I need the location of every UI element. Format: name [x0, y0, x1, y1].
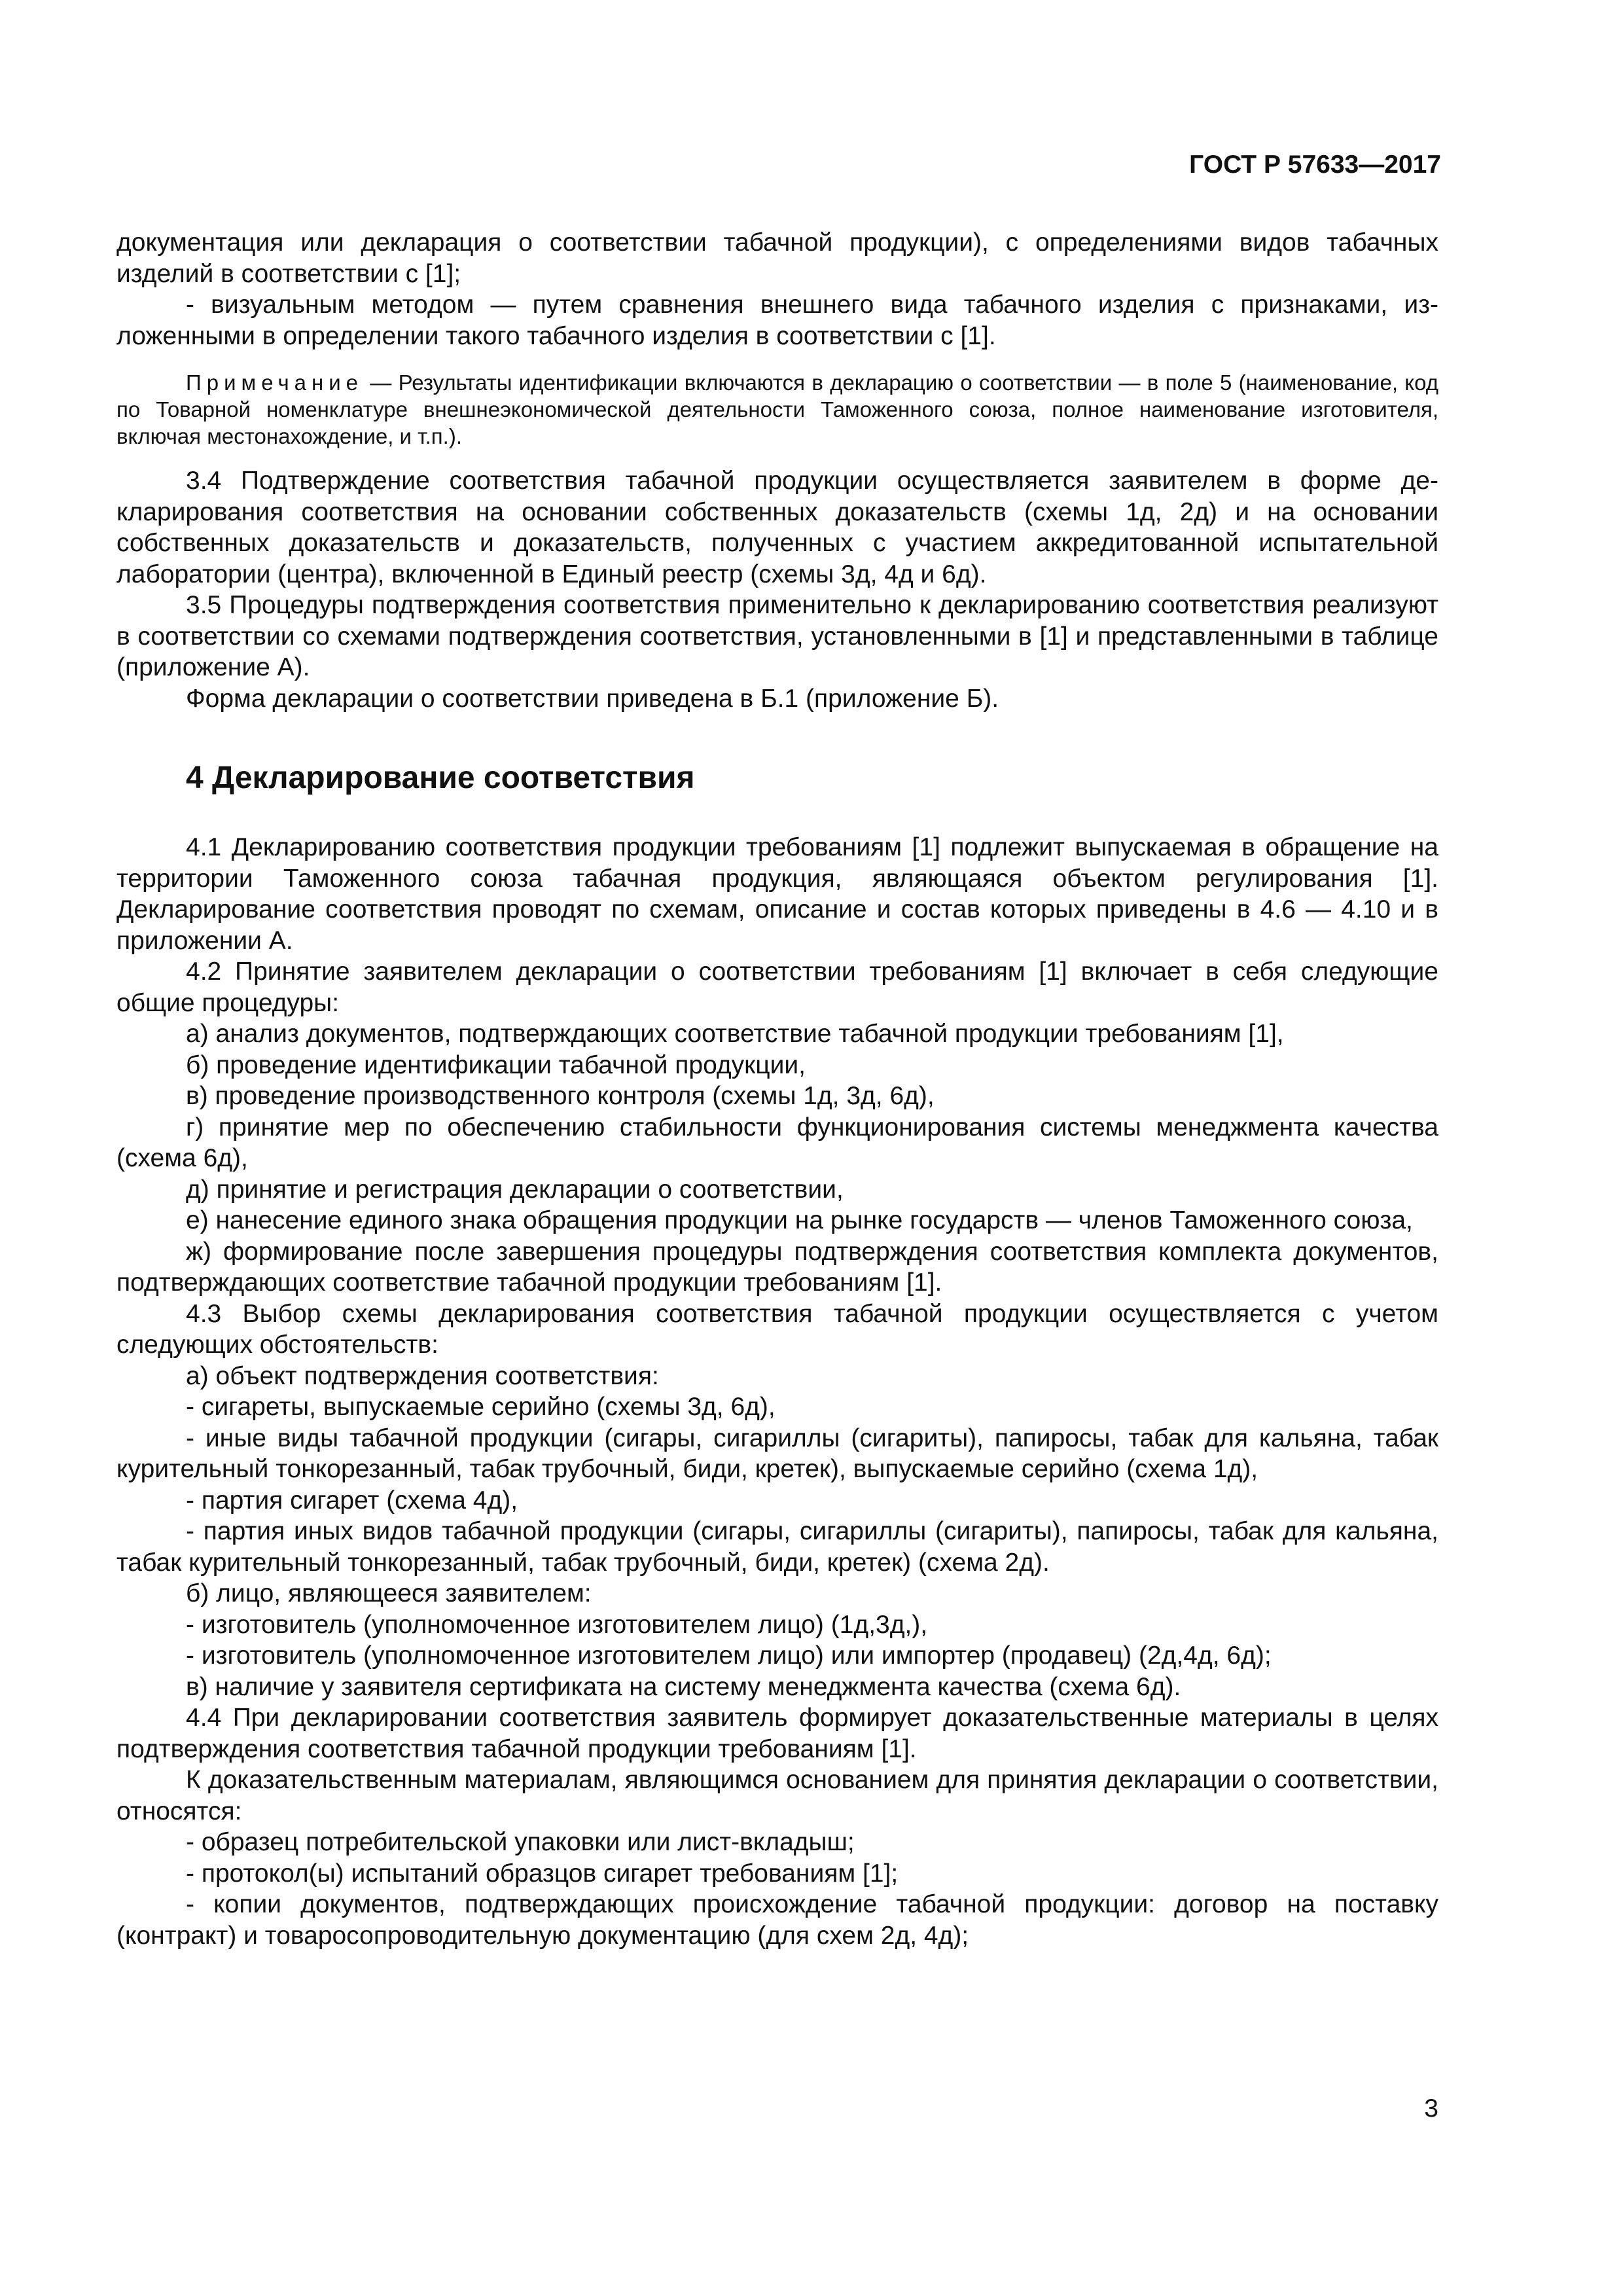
note-label: Примечание [186, 370, 364, 395]
section-title: 4 Декларирование соответствия [186, 761, 695, 795]
paragraph: К доказательственным материалам, являющимся основанием для принятия декларации о соответствии, относятся: [116, 1766, 1438, 1825]
list-item: - изготовитель (уполномоченное изготовителем лицо) (1д,3д,), [186, 1610, 928, 1639]
list-item: а) объект подтверждения соответствия: [186, 1361, 659, 1390]
list-item: - копии документов, подтверждающих происхождение табачной продукции: договор на поставку (контракт) и товаросопроводительную документацию (для схем 2д, 4д); [116, 1890, 1438, 1950]
paragraph: - визуальным методом — путем сравнения внешнего вида табачного изделия с признаками, изложенными в определении такого табачного изделия в соответствии с [1]. [116, 291, 1438, 350]
paragraph: документация или декларация о соответствии табачной продукции), с определениями видов табачных изделий в соответствии с [1]; [116, 228, 1438, 288]
paragraph: 4.3 Выбор схемы декларирования соответствия табачной продукции осуществляется с учетом следующих обстоятельств: [116, 1299, 1438, 1359]
list-item: е) нанесение единого знака обращения продукции на рынке государств — членов Таможенного союза, [186, 1206, 1413, 1234]
list-item: - партия иных видов табачной продукции (сигары, сигариллы (сигариты), папиросы, табак для кальяна, табак курительный тонкорезанный, табак трубочный, биди, кретек) (схема 2д). [116, 1517, 1438, 1577]
list-item: - образец потребительской упаковки или лист-вкладыш; [186, 1828, 855, 1856]
list-item: - сигареты, выпускаемые серийно (схемы 3д, 6д), [186, 1393, 776, 1421]
page-content [116, 227, 1438, 1951]
list-item: - изготовитель (уполномоченное изготовителем лицо) или импортер (продавец) (2д,4д, 6д); [186, 1641, 1272, 1670]
page-number: 3 [1424, 2094, 1438, 2123]
list-item: ж) формирование после завершения процедуры подтверждения соответствия комплекта документов, подтверждающих соответствие табачной продукции требованиям [1]. [116, 1237, 1438, 1297]
paragraph: 3.4 Подтверждение соответствия табачной продукции осуществляется заявителем в форме декларирования соответствия на основании собственных доказательств (схемы 1д, 2д) и на основании собственных доказательств и доказательств, полученных с участием аккредитованной испытательной лаборатории (центра), включенной в Единый реестр (схемы 3д, 4д и 6д). [116, 467, 1438, 588]
document-header: ГОСТ Р 57633—2017 [1189, 151, 1441, 179]
list-item: г) принятие мер по обеспечению стабильности функционирования системы менеджмента качества (схема 6д), [116, 1113, 1438, 1172]
list-item: б) лицо, являющееся заявителем: [186, 1579, 592, 1607]
paragraph: 4.1 Декларированию соответствия продукции требованиям [1] подлежит выпускаемая в обращение на территории Таможенного союза табачная продукция, являющаяся объектом регулирования [1]. Декларирование соответствия проводят по схемам, описание и состав которых приведены в 4.6 — 4.10 и в приложении А. [116, 833, 1438, 955]
paragraph: 4.4 При декларировании соответствия заявитель формирует доказательственные материалы в целях подтверждения соответствия табачной продукции требованиям [1]. [116, 1704, 1438, 1763]
list-item: в) наличие у заявителя сертификата на систему менеджмента качества (схема 6д). [186, 1672, 1181, 1701]
paragraph: 4.2 Принятие заявителем декларации о соответствии требованиям [1] включает в себя следующие общие процедуры: [116, 958, 1438, 1017]
note-text: — Результаты идентификации включаются в декларацию о соответствии — в поле 5 (наименование, код по Товарной номенклатуре внешнеэкономической деятельности Таможенного союза, полное наименование изготовителя, включая местонахождение, и т.п.). [116, 370, 1438, 448]
list-item: в) проведение производственного контроля (схемы 1д, 3д, 6д), [186, 1082, 935, 1110]
note [116, 369, 1438, 450]
list-item: а) анализ документов, подтверждающих соответствие табачной продукции требованиям [1], [186, 1020, 1284, 1048]
list-item: б) проведение идентификации табачной продукции, [186, 1050, 806, 1079]
paragraph: 3.5 Процедуры подтверждения соответствия применительно к декларированию соответствия реализуют в соответствии со схемами подтверждения соответствия, установленными в [1] и представленными в таблице (приложение А). [116, 591, 1438, 681]
list-item: - протокол(ы) испытаний образцов сигарет требованиям [1]; [186, 1859, 899, 1888]
paragraph: Форма декларации о соответствии приведена в Б.1 (приложение Б). [186, 684, 999, 713]
list-item: - иные виды табачной продукции (сигары, сигариллы (сигариты), папиросы, табак для кальяна, табак курительный тонкорезанный, табак трубочный, биди, кретек), выпускаемые серийно (схема 1д), [116, 1424, 1438, 1483]
list-item: - партия сигарет (схема 4д), [186, 1486, 518, 1515]
list-item: д) принятие и регистрация декларации о соответствии, [186, 1175, 844, 1204]
